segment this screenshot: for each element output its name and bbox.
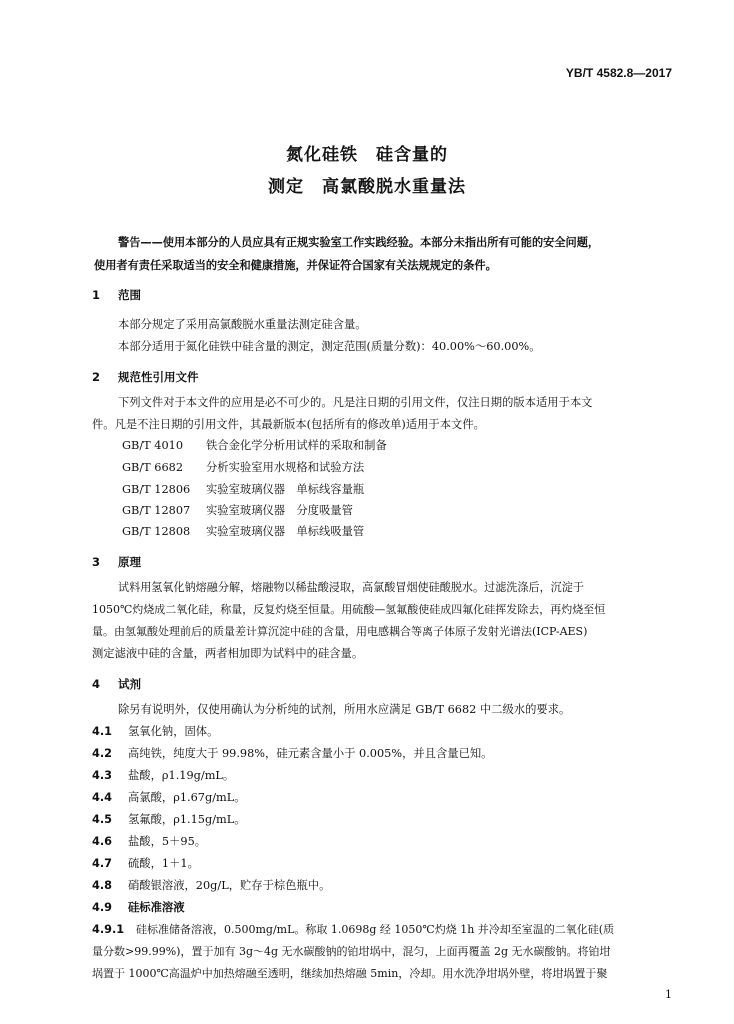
principle-line-2: 1050℃灼烧成二氧化硅，称量，反复灼烧至恒量。用硫酸—氢氟酸使硅成四氟化硅挥发除去，再灼烧至恒 xyxy=(92,603,606,616)
reagent-item xyxy=(92,767,234,783)
item-text: 氢氧化钠，固体。 xyxy=(128,725,219,738)
item-number: 4.5 xyxy=(92,813,113,826)
reference-item xyxy=(122,437,387,453)
reference-code: GB/T 4010 xyxy=(122,439,184,452)
reference-code: GB/T 12806 xyxy=(122,483,191,496)
section-title: 规范性引用文件 xyxy=(118,370,199,384)
standard-number: YB/T 4582.8—2017 xyxy=(565,66,672,80)
reagent-item xyxy=(92,899,185,915)
reagent-item xyxy=(92,745,492,761)
item-number: 4.3 xyxy=(92,769,113,782)
item-number: 4.4 xyxy=(92,791,113,804)
reagents-intro: 除另有说明外，仅使用确认为分析纯的试剂，所用水应满足 GB/T 6682 中二级水的要求。 xyxy=(118,703,571,716)
item-number: 4.7 xyxy=(92,857,113,870)
item-text: 硝酸银溶液，20g/L，贮存于棕色瓶中。 xyxy=(128,879,331,892)
scope-paragraph-1: 本部分规定了采用高氯酸脱水重量法测定硅含量。 xyxy=(118,318,367,331)
item-number: 4.1 xyxy=(92,725,113,738)
reagent-item xyxy=(92,855,199,871)
section-number: 1 xyxy=(92,288,101,302)
reference-code: GB/T 12808 xyxy=(122,525,191,538)
reagent-item xyxy=(92,811,246,827)
section-1-heading xyxy=(92,287,141,303)
scope-paragraph-2: 本部分适用于氮化硅铁中硅含量的测定，测定范围(质量分数)：40.00%～60.00%。 xyxy=(118,340,541,353)
normative-paragraph-line-1: 下列文件对于本文件的应用是必不可少的。凡是注日期的引用文件，仅注日期的版本适用于本文 xyxy=(118,396,593,409)
reference-item xyxy=(122,481,364,497)
warning-line-1: 警告——使用本部分的人员应具有正规实验室工作实践经验。本部分未指出所有可能的安全问题， xyxy=(118,236,600,249)
reference-item xyxy=(122,502,353,518)
principle-line-3: 量。由氢氟酸处理前后的质量差计算沉淀中硅的含量，用电感耦合等离子体原子发射光谱法(ICP-AES) xyxy=(92,625,588,638)
reagent-item xyxy=(92,789,246,805)
section-3-heading xyxy=(92,554,141,570)
reference-code: GB/T 6682 xyxy=(122,461,184,474)
reference-item xyxy=(122,523,364,539)
item-text: 盐酸，5＋95。 xyxy=(128,835,207,848)
section-title: 试剂 xyxy=(118,677,141,691)
reference-code: GB/T 12807 xyxy=(122,504,191,517)
item-text: 氢氟酸，ρ1.15g/mL。 xyxy=(128,813,246,826)
reagent-item xyxy=(92,723,218,739)
reference-item xyxy=(122,459,364,475)
reference-title: 实验室玻璃仪器 单标线吸量管 xyxy=(206,525,365,538)
section-title: 原理 xyxy=(118,555,141,569)
item-number: 4.8 xyxy=(92,879,113,892)
section-2-heading xyxy=(92,369,199,385)
item-text: 硫酸，1＋1。 xyxy=(128,857,199,870)
item-number: 4.9.1 xyxy=(92,923,125,936)
item-number: 4.6 xyxy=(92,835,113,848)
warning-line-2: 使用者有责任采取适当的安全和健康措施，并保证符合国家有关法规规定的条件。 xyxy=(94,259,497,272)
reference-title: 分析实验室用水规格和试验方法 xyxy=(206,461,365,474)
title-line-2: 测定 高氯酸脱水重量法 xyxy=(268,177,466,197)
section-4-heading xyxy=(92,676,141,692)
item-number: 4.9 xyxy=(92,901,113,914)
item-text: 硅标准溶液 xyxy=(128,901,185,914)
title-line-1: 氮化硅铁 硅含量的 xyxy=(286,145,448,165)
reference-title: 实验室玻璃仪器 分度吸量管 xyxy=(206,504,353,517)
reference-title: 铁合金化学分析用试样的采取和制备 xyxy=(206,439,387,452)
item-number: 4.2 xyxy=(92,747,113,760)
section-number: 2 xyxy=(92,370,101,384)
item-text: 高纯铁，纯度大于 99.98%，硅元素含量小于 0.005%，并且含量已知。 xyxy=(128,747,493,760)
reagent-subitem-line-1 xyxy=(92,921,614,937)
item-text: 盐酸，ρ1.19g/mL。 xyxy=(128,769,235,782)
reference-title: 实验室玻璃仪器 单标线容量瓶 xyxy=(206,483,365,496)
reagent-item xyxy=(92,877,330,893)
page-number: 1 xyxy=(665,988,672,1001)
section-number: 4 xyxy=(92,677,101,691)
item-text: 硅标准储备溶液，0.500mg/mL。称取 1.0698g 经 1050℃灼烧 1h 并冷却至室温的二氧化硅(质 xyxy=(136,923,615,936)
item-text: 高氯酸，ρ1.67g/mL。 xyxy=(128,791,246,804)
reagent-item xyxy=(92,833,206,849)
warning-block xyxy=(94,231,678,277)
normative-paragraph-line-2: 件。凡是不注日期的引用文件，其最新版本(包括所有的修改单)适用于本文件。 xyxy=(92,418,485,431)
principle-line-1: 试料用氢氧化钠熔融分解，熔融物以稀盐酸浸取，高氯酸冒烟使硅酸脱水。过滤洗涤后，沉淀于 xyxy=(118,581,584,594)
reagent-subitem-line-3: 埚置于 1000℃高温炉中加热熔融至透明，继续加热熔融 5min，冷却。用水洗净坩埚外壁，将坩埚置于聚 xyxy=(92,967,608,980)
section-number: 3 xyxy=(92,555,101,569)
reagent-subitem-line-2: 量分数>99.99%)，置于加有 3g～4g 无水碳酸钠的铂坩埚中，混匀，上面再覆盖 2g 无水碳酸钠。将铂坩 xyxy=(92,945,611,958)
principle-line-4: 测定滤液中硅的含量，两者相加即为试料中的硅含量。 xyxy=(92,647,364,660)
section-title: 范围 xyxy=(118,288,141,302)
